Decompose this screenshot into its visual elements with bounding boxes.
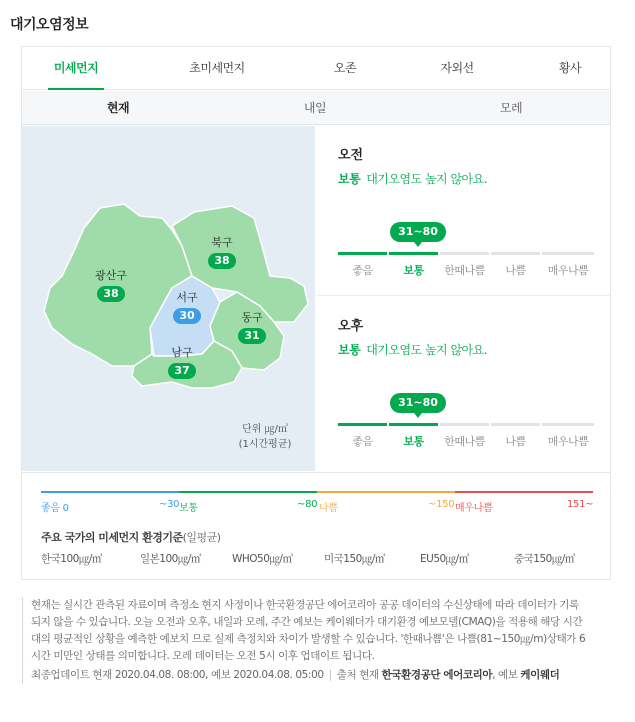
page-title: 대기오염정보 xyxy=(10,17,89,33)
update-info xyxy=(31,667,588,684)
district-name-gwangsan: 광산구 xyxy=(95,269,127,282)
forecast-status xyxy=(338,170,487,187)
district-value-seo[interactable]: 30 xyxy=(173,308,201,324)
scale-label-bad: 나쁨 xyxy=(505,264,526,277)
district-map xyxy=(22,126,315,471)
scale-bar-good xyxy=(338,252,387,255)
tab-ozone[interactable]: 오존 xyxy=(333,61,357,75)
source-prefix: 출처 현재 xyxy=(336,669,379,681)
scale-bar-normal xyxy=(389,423,438,426)
scale-bar-very-bad xyxy=(542,423,594,426)
scale-bar-bad xyxy=(491,252,540,255)
unit-label: 단위 ㎍/㎥ xyxy=(242,424,288,435)
scale-bar-bad xyxy=(491,423,540,426)
scale-label-normal: 보통 xyxy=(403,435,424,448)
grade-legend xyxy=(22,472,610,580)
legend-bar-bad xyxy=(317,491,455,493)
day-tabs xyxy=(22,91,610,125)
scale-label-normal: 보통 xyxy=(403,264,424,277)
forecast-message: 대기오염도 높지 않아요. xyxy=(366,172,488,186)
source-kweather-link[interactable]: 케이웨더 xyxy=(520,669,560,681)
info-notes xyxy=(22,597,588,684)
map-unit xyxy=(230,422,300,452)
forecast-level: 보통 xyxy=(338,172,361,186)
tab-yellow-dust[interactable]: 황사 xyxy=(558,61,582,75)
scale-label-sometimes-bad: 한때나쁨 xyxy=(444,264,485,277)
scale-label-very-bad: 매우나쁨 xyxy=(547,435,589,448)
scale-label-good: 좋음 xyxy=(352,264,373,277)
scale-label-good: 좋음 xyxy=(352,435,373,448)
source-mid: , 예보 xyxy=(492,669,518,681)
scale-label-very-bad: 매우나쁨 xyxy=(547,264,589,277)
range-bubble: 31~80 xyxy=(390,393,446,413)
day-tab-tomorrow[interactable]: 내일 xyxy=(303,101,327,115)
standards-subtitle: (일평균) xyxy=(182,531,221,544)
standard-china: 중국150㎍/㎥ xyxy=(514,553,575,565)
tab-fine-dust[interactable]: 미세먼지 xyxy=(48,47,104,90)
scale-bar-good xyxy=(338,423,387,426)
legend-label-80: ~80 xyxy=(297,499,318,510)
legend-label-very-bad: 매우나쁨 xyxy=(455,503,493,514)
standards-title xyxy=(41,529,221,545)
standard-eu: EU50㎍/㎥ xyxy=(420,553,469,565)
legend-label-good: 좋음 0 xyxy=(41,503,69,514)
notes-body: 현재는 실시간 관측된 자료이며 측정소 현지 사정이나 한국환경공단 에어코리아 공공 데이터의 수신상태에 따라 데이터가 기록되지 않을 수 있습니다. 오늘 오전과 오후, 내일과 모레, 주간 예보는 케이웨더가 대기환경 예보모델(CMAQ)을 적용해 해당 시간대의 평균적인 상황을 예측한 예보치 므로 실제 측정치와 차이가 발생할 수 있습니다. '한때나쁨'은 나쁨(81~150㎍/m)상태가 6시간 미만인 상태를 의미합니다. 모레 데이터는 오전 5시 이후 업데이트 됩니다. xyxy=(31,599,586,662)
day-tab-now[interactable]: 현재 xyxy=(106,101,130,115)
legend-bar-very-bad xyxy=(455,491,593,493)
district-name-dong: 동구 xyxy=(241,311,263,324)
legend-bar-good xyxy=(41,491,179,493)
update-time: 최종업데이트 현재 2020.04.08. 08:00, 예보 2020.04.08. 05:00 xyxy=(31,669,324,681)
forecast-level: 보통 xyxy=(338,343,361,357)
standard-who: WHO50㎍/㎥ xyxy=(232,553,293,565)
district-value-buk[interactable]: 38 xyxy=(208,253,236,269)
tab-uv[interactable]: 자외선 xyxy=(440,61,474,75)
tab-ultrafine-dust[interactable]: 초미세먼지 xyxy=(189,61,245,75)
air-quality-card xyxy=(21,46,611,580)
standard-usa: 미국150㎍/㎥ xyxy=(324,553,385,565)
district-name-seo: 서구 xyxy=(176,291,198,304)
forecast-pm xyxy=(316,297,610,471)
day-tab-day-after[interactable]: 모레 xyxy=(499,101,523,115)
forecast-time: 오후 xyxy=(338,319,364,334)
district-name-nam: 남구 xyxy=(171,346,193,359)
legend-bar-normal xyxy=(179,491,317,493)
district-value-gwangsan[interactable]: 38 xyxy=(97,286,125,302)
scale-bar-sometimes-bad xyxy=(440,252,489,255)
forecast-am xyxy=(316,126,610,296)
district-name-buk: 북구 xyxy=(211,236,233,249)
forecast-status xyxy=(338,341,487,358)
legend-label-150: ~150 xyxy=(428,499,455,510)
district-value-nam[interactable]: 37 xyxy=(168,363,196,379)
legend-label-normal: 보통 xyxy=(179,503,198,514)
unit-period: (1시간평균) xyxy=(238,439,292,450)
pollutant-tabs xyxy=(22,47,610,90)
scale-label-bad: 나쁨 xyxy=(505,435,526,448)
legend-label-bad: 나쁨 xyxy=(319,503,338,514)
forecast-message: 대기오염도 높지 않아요. xyxy=(366,343,488,357)
scale-label-sometimes-bad: 한때나쁨 xyxy=(444,435,485,448)
standard-korea: 한국100㎍/㎥ xyxy=(41,553,102,565)
legend-label-30: ~30 xyxy=(159,499,180,510)
standards-title-text: 주요 국가의 미세먼지 환경기준 xyxy=(41,531,183,544)
forecast-time: 오전 xyxy=(338,148,364,163)
scale-bar-normal xyxy=(389,252,438,255)
source-airkorea-link[interactable]: 한국환경공단 에어코리아 xyxy=(381,669,493,681)
legend-label-151: 151~ xyxy=(567,499,594,510)
separator: | xyxy=(328,669,332,681)
scale-bar-very-bad xyxy=(542,252,594,255)
standard-japan: 일본100㎍/㎥ xyxy=(140,553,201,565)
scale-bar-sometimes-bad xyxy=(440,423,489,426)
range-bubble: 31~80 xyxy=(390,222,446,242)
district-value-dong[interactable]: 31 xyxy=(238,328,266,344)
